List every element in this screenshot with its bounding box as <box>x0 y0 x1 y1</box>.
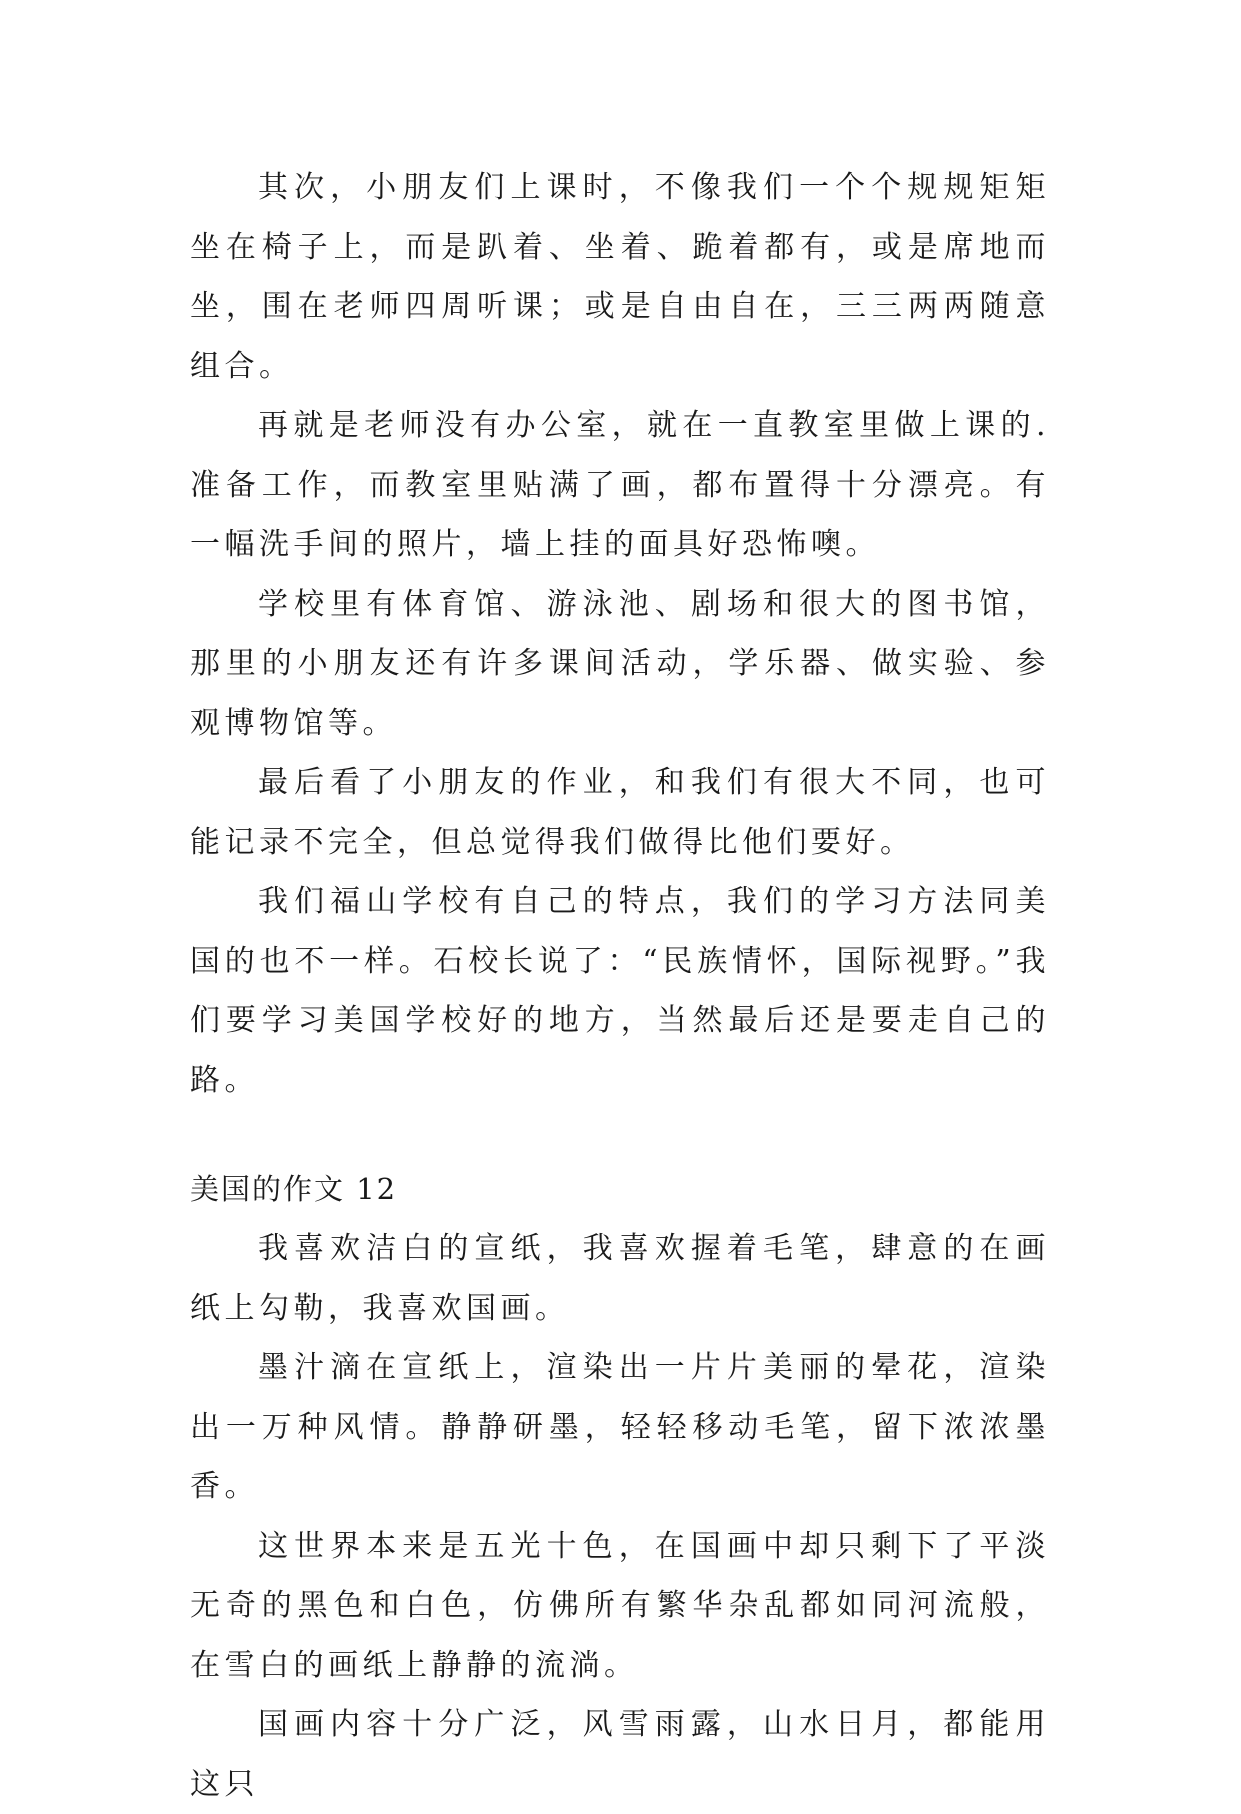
paragraph-content-range: 国画内容十分广泛，风雪雨露，山水日月，都能用这只 <box>190 1707 1050 1802</box>
section-heading: 美国的作文 12 <box>190 1172 398 1206</box>
paragraph-homework: 最后看了小朋友的作业，和我们有很大不同，也可能记录不完全，但总觉得我们做得比他们要好。 <box>190 765 1050 860</box>
paragraph-classroom-seating: 其次，小朋友们上课时，不像我们一个个规规矩矩坐在椅子上，而是趴着、坐着、跪着都有，或是席地而坐，围在老师四周听课；或是自由自在，三三两两随意组合。 <box>190 170 1050 384</box>
paragraph-fushan-school: 我们福山学校有自己的特点，我们的学习方法同美国的也不一样。石校长说了：“民族情怀，国际视野。”我们要学习美国学校好的地方，当然最后还是要走自己的路。 <box>190 884 1050 1098</box>
paragraph-teacher-office: 再就是老师没有办公室，就在一直教室里做上课的.准备工作，而教室里贴满了画，都布置得十分漂亮。有一幅洗手间的照片，墙上挂的面具好恐怖噢。 <box>190 408 1050 562</box>
document-body <box>190 158 1050 1814</box>
paragraph-ink: 墨汁滴在宣纸上，渲染出一片片美丽的晕花，渲染出一万种风情。静静研墨，轻轻移动毛笔，留下浓浓墨香。 <box>190 1350 1050 1504</box>
paragraph-school-facilities: 学校里有体育馆、游泳池、剧场和很大的图书馆，那里的小朋友还有许多课间活动，学乐器、做实验、参观博物馆等。 <box>190 586 1050 741</box>
paragraph-rice-paper: 我喜欢洁白的宣纸，我喜欢握着毛笔，肆意的在画纸上勾勒，我喜欢国画。 <box>190 1231 1050 1326</box>
paragraph-black-white: 这世界本来是五光十色，在国画中却只剩下了平淡无奇的黑色和白色，仿佛所有繁华杂乱都如同河流般，在雪白的画纸上静静的流淌。 <box>190 1528 1050 1683</box>
